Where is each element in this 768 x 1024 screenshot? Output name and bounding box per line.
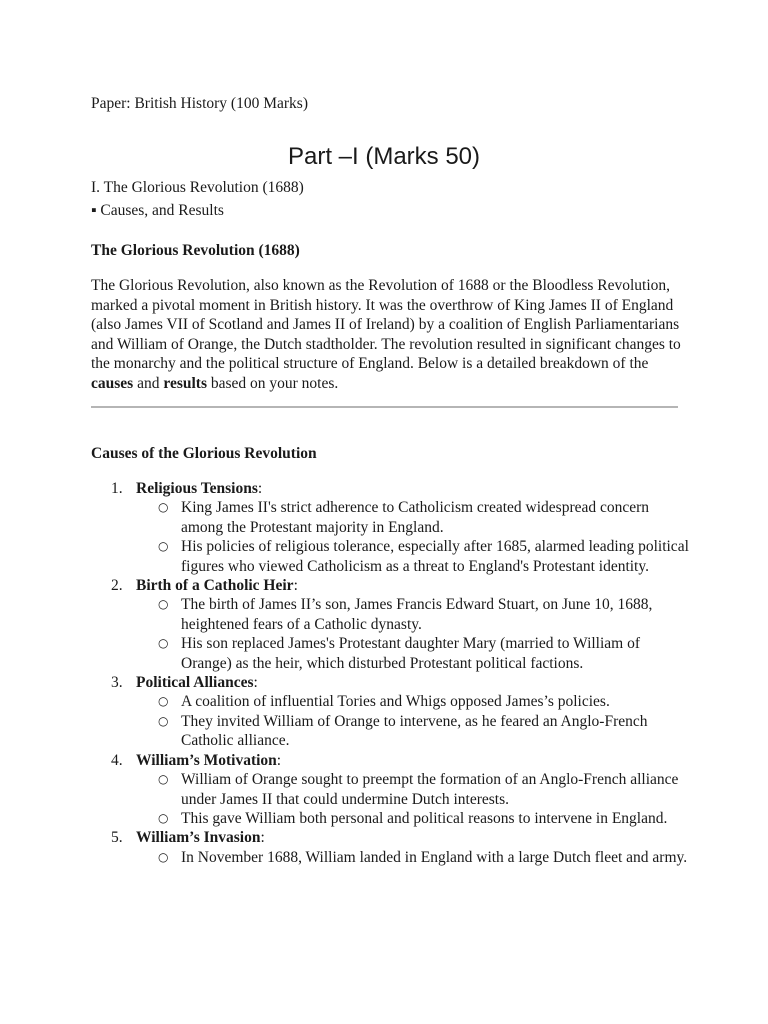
circle-bullet-icon: ○ — [158, 810, 169, 825]
cause-point — [136, 712, 691, 751]
cause-number: 3. — [111, 674, 123, 692]
cause-number: 4. — [111, 751, 123, 769]
topic-line: I. The Glorious Revolution (1688) — [91, 179, 304, 196]
paper-line: Paper: British History (100 Marks) — [91, 95, 308, 112]
heading-glorious-revolution: The Glorious Revolution (1688) — [91, 242, 300, 259]
cause-point — [136, 809, 691, 828]
cause-points — [136, 595, 691, 673]
intro-mid: and — [133, 374, 164, 392]
cause-points — [136, 770, 691, 828]
cause-point-text: His son replaced James's Protestant daughter Mary (married to William of Orange) as the heir, which disturbed Protestant political factions. — [181, 635, 641, 672]
cause-points — [136, 498, 691, 576]
cause-item — [91, 828, 691, 867]
circle-bullet-icon: ○ — [158, 500, 169, 515]
intro-paragraph — [91, 276, 691, 393]
cause-point — [136, 770, 691, 809]
cause-point-text: The birth of James II’s son, James Francis Edward Stuart, on June 10, 1688, heightened fears of a Catholic dynasty. — [181, 596, 653, 633]
circle-bullet-icon: ○ — [158, 539, 169, 554]
cause-point-text: They invited William of Orange to intervene, as he feared an Anglo-French Catholic alliance. — [181, 712, 648, 750]
cause-number: 1. — [111, 480, 123, 497]
circle-bullet-icon: ○ — [158, 694, 169, 709]
cause-title: William’s Invasion — [136, 829, 261, 847]
cause-colon: : — [293, 577, 298, 595]
cause-item — [91, 751, 691, 829]
intro-end: based on your notes. — [206, 374, 339, 392]
circle-bullet-icon: ○ — [158, 713, 169, 728]
horizontal-rule — [91, 406, 678, 408]
cause-colon: : — [257, 480, 263, 497]
topic-bullet — [91, 201, 224, 221]
cause-item — [91, 479, 691, 576]
cause-number: 2. — [111, 577, 123, 595]
cause-points — [136, 848, 691, 867]
cause-number: 5. — [111, 829, 123, 847]
square-bullet-icon: ▪ — [91, 202, 97, 219]
cause-points — [136, 692, 691, 750]
intro-bold-results: results — [163, 374, 207, 392]
cause-point-text: William of Orange sought to preempt the formation of an Anglo-French alliance under James II that could undermine Dutch interests. — [181, 771, 679, 808]
cause-title: Birth of a Catholic Heir — [136, 577, 294, 595]
cause-title: Political Alliances — [136, 674, 254, 692]
cause-point — [136, 848, 691, 867]
circle-bullet-icon: ○ — [158, 597, 169, 612]
cause-point-text: King James II's strict adherence to Catholicism created widespread concern among the Protestant majority in England. — [181, 499, 650, 536]
cause-colon: : — [260, 829, 265, 847]
part-title: Part –I (Marks 50) — [287, 143, 481, 170]
cause-point-text: A coalition of influential Tories and Whigs opposed James’s policies. — [181, 693, 610, 711]
cause-point — [136, 537, 691, 576]
intro-text: The Glorious Revolution, also known as the Revolution of 1688 or the Bloodless Revolution, marked a pivotal moment in British history. It was the overthrow of King James II of England (also James VII of Scotland and James II of Ireland) by a coalition of English Parliamentarians and William of Orange, the Dutch stadtholder. The revolution resulted in significant changes to the monarchy and the political structure of England. Below is a detailed breakdown of the — [91, 277, 681, 372]
circle-bullet-icon: ○ — [158, 772, 169, 787]
intro-bold-causes: causes — [91, 374, 134, 392]
cause-point — [136, 498, 691, 537]
cause-item — [91, 576, 691, 673]
topic-bullet-text: Causes, and Results — [100, 202, 224, 219]
cause-point — [136, 634, 691, 673]
cause-item — [91, 673, 691, 751]
cause-colon: : — [276, 751, 282, 769]
cause-point-text: His policies of religious tolerance, especially after 1685, alarmed leading political figures who viewed Catholicism as a threat to England's Protestant identity. — [181, 538, 689, 575]
cause-point — [136, 692, 691, 711]
causes-list — [91, 479, 691, 867]
cause-point-text: This gave William both personal and political reasons to intervene in England. — [181, 809, 668, 827]
circle-bullet-icon: ○ — [158, 849, 169, 864]
cause-colon: : — [253, 674, 258, 692]
cause-title: William’s Motivation — [136, 751, 277, 769]
circle-bullet-icon: ○ — [158, 636, 169, 651]
cause-point-text: In November 1688, William landed in England with a large Dutch fleet and army. — [181, 848, 688, 866]
cause-title: Religious Tensions — [136, 480, 258, 497]
cause-point — [136, 595, 691, 634]
heading-causes: Causes of the Glorious Revolution — [91, 445, 317, 462]
